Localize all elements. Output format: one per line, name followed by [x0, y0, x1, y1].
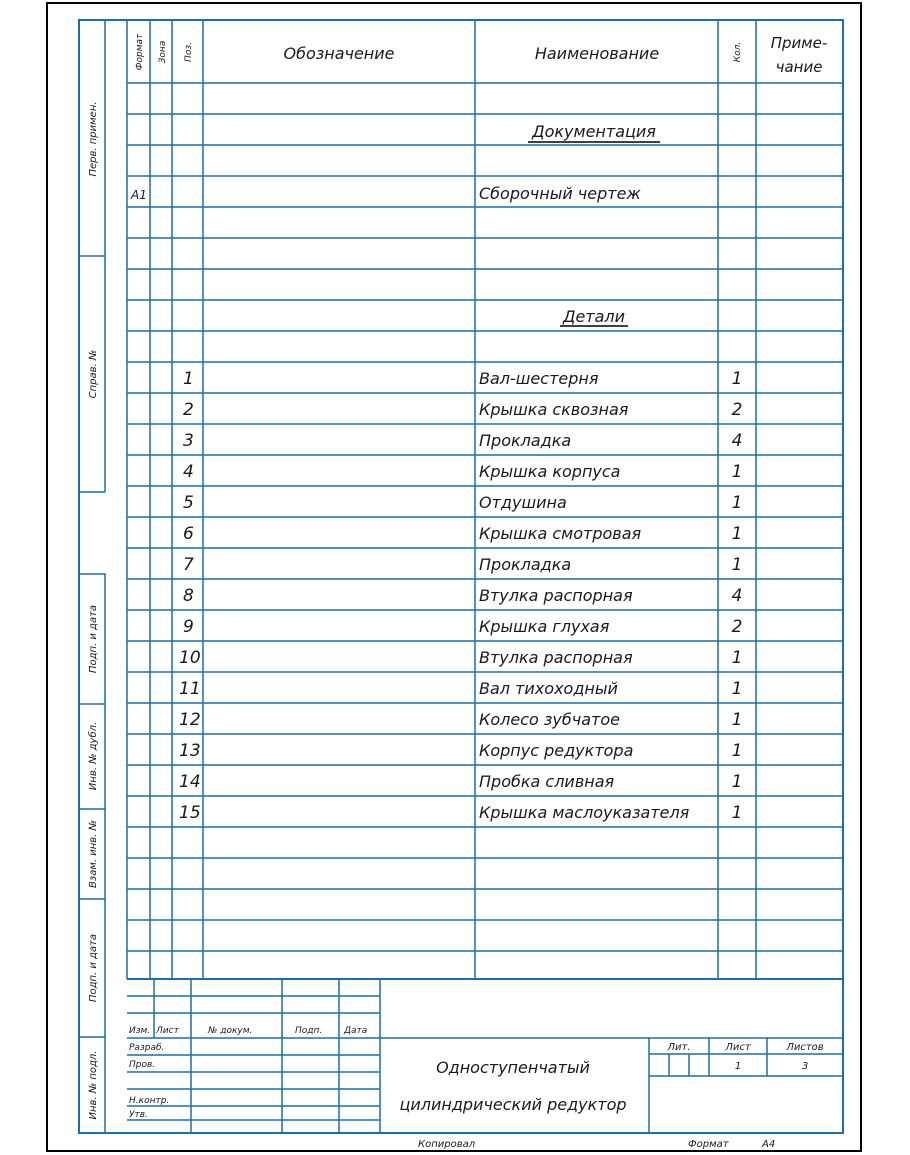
header-format: Формат — [135, 33, 145, 71]
part-qty: 1 — [731, 462, 743, 482]
part-name: Прокладка — [479, 431, 572, 450]
part-name: Вал-шестерня — [479, 369, 599, 388]
part-qty: 2 — [731, 400, 743, 420]
header-name: Наименование — [534, 44, 660, 63]
tb-label-razrab: Разраб. — [129, 1043, 165, 1053]
part-pos: 1 — [183, 369, 194, 389]
tb-sheets-value: 3 — [801, 1061, 809, 1072]
part-pos: 9 — [183, 617, 194, 637]
part-name: Пробка сливная — [479, 772, 615, 791]
part-pos: 15 — [179, 803, 201, 823]
document-title-line2: цилиндрический редуктор — [399, 1095, 627, 1114]
stamp-label-inv-podl: Инв. № подл. — [88, 1050, 99, 1120]
part-name: Втулка распорная — [479, 586, 633, 605]
part-qty: 1 — [731, 679, 743, 699]
section-documentation: Документация — [532, 122, 656, 141]
part-pos: 14 — [179, 772, 201, 792]
part-name: Втулка распорная — [479, 648, 633, 667]
part-qty: 1 — [731, 772, 743, 792]
part-pos: 8 — [183, 586, 194, 606]
part-pos: 7 — [183, 555, 194, 575]
part-pos: 6 — [183, 524, 194, 544]
part-qty: 1 — [731, 493, 743, 513]
part-name: Крышка корпуса — [479, 462, 621, 481]
part-name: Крышка глухая — [479, 617, 610, 636]
tb-label-sheets: Листов — [786, 1042, 824, 1053]
stamp-label-sprav-no: Справ. № — [88, 349, 99, 399]
part-qty: 1 — [731, 369, 743, 389]
part-qty: 1 — [731, 741, 743, 761]
section-parts: Детали — [562, 307, 626, 326]
stamp-label-vzam-inv: Взам. инв. № — [88, 820, 99, 888]
header-zone: Зона — [158, 40, 168, 64]
tb-label-sheet: Лист — [725, 1042, 751, 1053]
stamp-label-podp-data-top: Подп. и дата — [88, 604, 99, 674]
part-name: Крышка маслоуказателя — [479, 803, 690, 822]
footer-format-label: Формат — [688, 1139, 729, 1150]
tb-label-prov: Пров. — [129, 1060, 156, 1070]
header-qty: Кол. — [733, 41, 743, 63]
doc-row-name: Сборочный чертеж — [479, 184, 641, 203]
header-note-line1: Приме- — [770, 34, 828, 52]
stamp-label-perv-primen: Перв. примен. — [88, 101, 99, 177]
tb-label-doc-no: № докум. — [208, 1026, 253, 1036]
part-name: Прокладка — [479, 555, 572, 574]
part-qty: 1 — [731, 555, 743, 575]
part-pos: 13 — [179, 741, 201, 761]
part-pos: 10 — [179, 648, 201, 668]
part-qty: 1 — [731, 803, 743, 823]
header-pos: Поз. — [184, 42, 194, 62]
header-designation: Обозначение — [283, 44, 395, 63]
tb-label-lit: Лит. — [667, 1042, 691, 1053]
footer-format-value: А4 — [762, 1139, 776, 1150]
part-pos: 12 — [179, 710, 201, 730]
part-name: Отдушина — [479, 493, 567, 512]
doc-row-format: А1 — [131, 188, 147, 202]
form-grid — [79, 20, 843, 1133]
tb-label-list: Лист — [156, 1026, 179, 1036]
tb-label-n-kontr: Н.контр. — [129, 1096, 170, 1106]
stamp-label-podp-data-bottom: Подп. и дата — [88, 933, 99, 1003]
part-pos: 3 — [183, 431, 194, 451]
part-pos: 5 — [183, 493, 194, 513]
tb-label-data: Дата — [344, 1026, 368, 1036]
part-qty: 4 — [731, 586, 743, 606]
parts-rows — [179, 369, 742, 823]
part-qty: 2 — [731, 617, 743, 637]
part-pos: 2 — [183, 400, 194, 420]
tb-label-utv: Утв. — [129, 1110, 148, 1120]
part-pos: 4 — [183, 462, 194, 482]
tb-sheet-value: 1 — [734, 1061, 742, 1072]
document-title-line1: Одноступенчатый — [436, 1058, 590, 1077]
part-qty: 1 — [731, 648, 743, 668]
drawing-sheet — [46, 2, 862, 1152]
specification-form — [48, 4, 864, 1154]
part-qty: 4 — [731, 431, 743, 451]
part-name: Крышка сквозная — [479, 400, 629, 419]
tb-label-podp: Подп. — [295, 1026, 323, 1036]
part-qty: 1 — [731, 710, 743, 730]
header-note-line2: чание — [775, 58, 823, 76]
part-name: Крышка смотровая — [479, 524, 642, 543]
part-qty: 1 — [731, 524, 743, 544]
stamp-label-inv-dubl: Инв. № дубл. — [88, 721, 99, 791]
footer-copied: Копировал — [418, 1139, 476, 1150]
part-name: Колесо зубчатое — [479, 710, 620, 729]
part-pos: 11 — [179, 679, 201, 699]
tb-label-izm: Изм. — [129, 1026, 151, 1036]
part-name: Вал тихоходный — [479, 679, 618, 698]
part-name: Корпус редуктора — [479, 741, 634, 760]
